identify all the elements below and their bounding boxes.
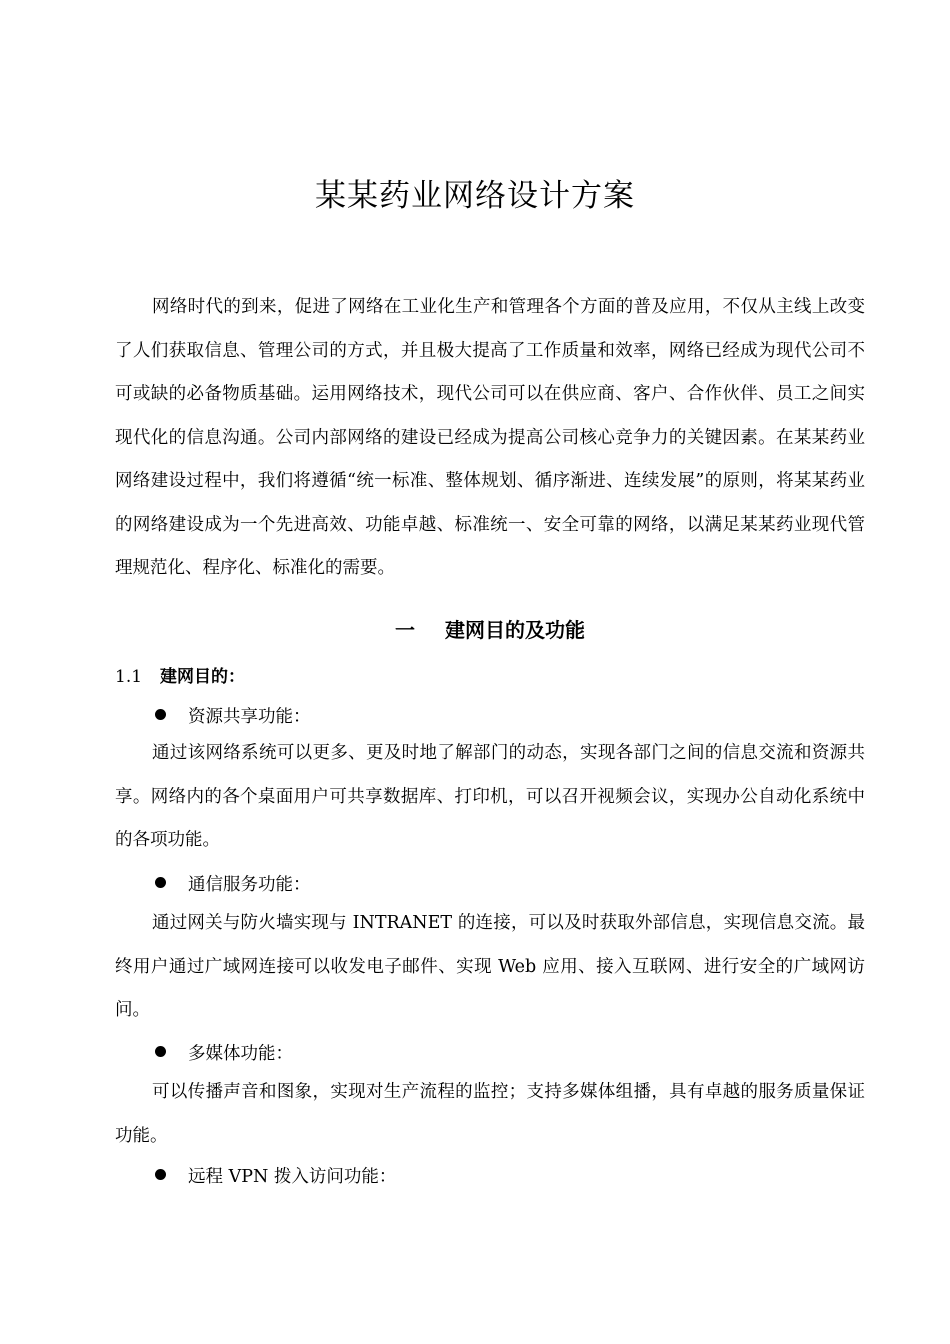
subsection-title: 建网目的：	[160, 667, 246, 687]
subsection-number: 1.1	[115, 667, 143, 687]
document-title: 某某药业网络设计方案	[315, 178, 635, 214]
intro-paragraph: 网络时代的到来，促进了网络在工业化生产和管理各个方面的普及应用，不仅从主线上改变了人们获取信息、管理公司的方式，并且极大提高了工作质量和效率，网络已经成为现代公司不可或缺的必备物质基础。运用网络技术，现代公司可以在供应商、客户、合作伙伴、员工之间实现代化的信息沟通。公司内部网络的建设已经成为提高公司核心竞争力的关键因素。在某某药业网络建设过程中，我们将遵循“统一标准、整体规划、循序渐进、连续发展”的原则，将某某药业的网络建设成为一个先进高效、功能卓越、标准统一、安全可靠的网络，以满足某某药业现代管理规范化、程序化、标准化的需要。	[115, 297, 865, 578]
bullet-item	[155, 1040, 293, 1065]
section-heading	[0, 614, 950, 643]
bullet-dot-icon	[155, 709, 166, 720]
bullet-paragraph: 可以传播声音和图象，实现对生产流程的监控；支持多媒体组播，具有卓越的服务质量保证功能。	[115, 1082, 865, 1146]
bullet-item	[155, 703, 311, 728]
bullet-item	[155, 1163, 396, 1188]
bullet-paragraph: 通过网关与防火墙实现与 INTRANET 的连接，可以及时获取外部信息，实现信息交流。最终用户通过广域网连接可以收发电子邮件、实现 Web 应用、接入互联网、进行安全的广域网访问。	[115, 913, 865, 1020]
subsection-heading	[115, 662, 245, 687]
bullet-paragraph: 通过该网络系统可以更多、更及时地了解部门的动态，实现各部门之间的信息交流和资源共享。网络内的各个桌面用户可共享数据库、打印机，可以召开视频会议，实现办公自动化系统中的各项功能。	[115, 743, 865, 850]
bullet-dot-icon	[155, 1169, 166, 1180]
bullet-label: 资源共享功能：	[188, 707, 311, 727]
section-number: 一	[395, 618, 415, 642]
bullet-dot-icon	[155, 877, 166, 888]
bullet-label: 远程 VPN 拨入访问功能：	[188, 1167, 397, 1187]
bullet-label: 多媒体功能：	[188, 1044, 293, 1064]
section-title: 建网目的及功能	[445, 618, 585, 642]
bullet-item	[155, 871, 311, 896]
bullet-dot-icon	[155, 1046, 166, 1057]
bullet-label: 通信服务功能：	[188, 875, 311, 895]
